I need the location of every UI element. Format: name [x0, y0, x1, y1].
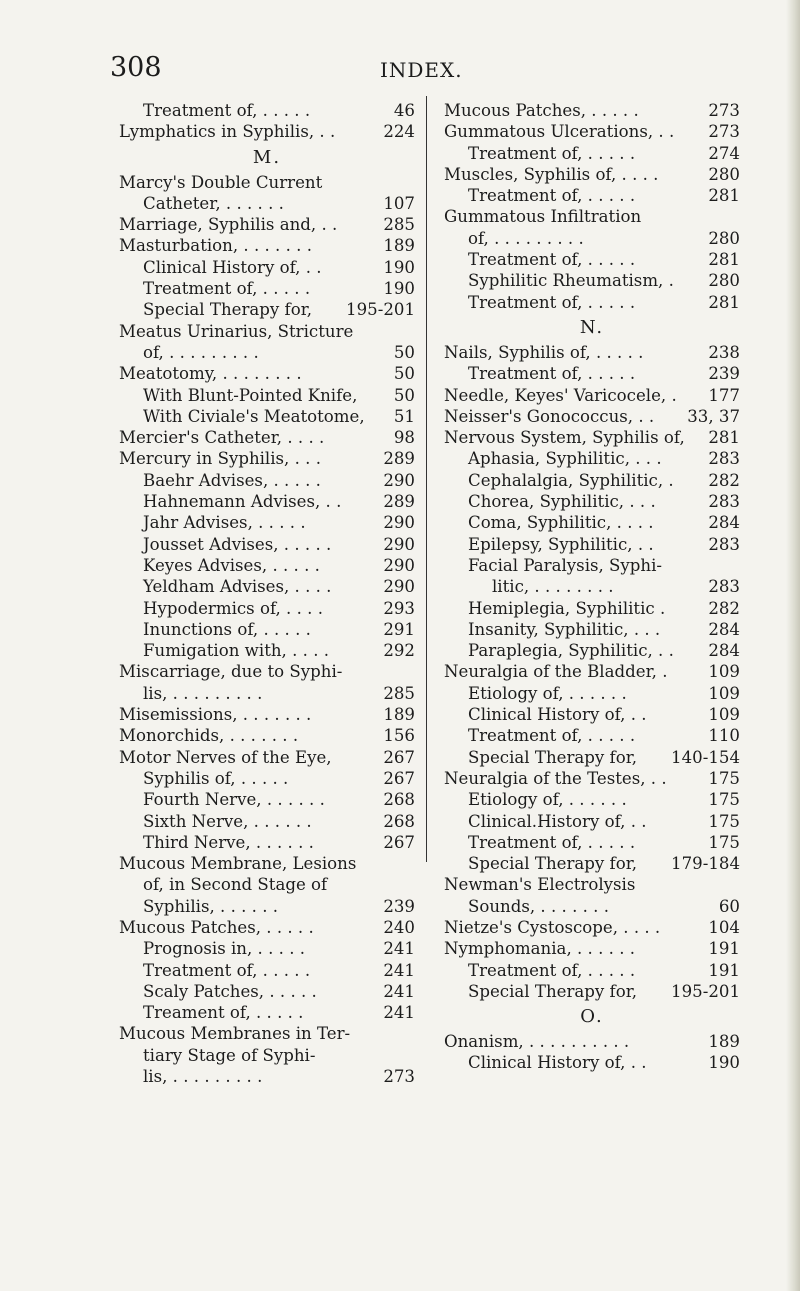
entry-term: Treatment of, . . . . .: [143, 101, 311, 120]
index-entry: [444, 938, 740, 959]
entry-term: Muscles, Syphilis of, . . . .: [444, 164, 659, 184]
entry-term: Hahnemann Advises, . .: [143, 492, 342, 512]
entry-page: 109: [708, 662, 740, 682]
index-entry: [444, 747, 740, 768]
entry-term: Paraplegia, Syphilitic, . .: [468, 641, 674, 661]
index-entry: [444, 896, 740, 917]
index-entry: [444, 363, 740, 384]
entry-term: Newman's Electrolysis: [444, 875, 636, 895]
entry-page: 107: [383, 193, 415, 213]
index-entry: [119, 214, 415, 235]
index-entry: [444, 270, 740, 291]
entry-page: 241: [383, 1003, 415, 1023]
entry-term: Epilepsy, Syphilitic, . .: [468, 534, 654, 554]
entry-page: 51: [393, 406, 415, 426]
index-entry: [119, 299, 415, 320]
entry-term: Meatus Urinarius, Stricture: [119, 321, 354, 341]
index-entry: [119, 832, 415, 853]
index-entry: [444, 534, 740, 555]
index-entry: [119, 193, 415, 214]
index-entry: [119, 725, 415, 746]
index-entry: [119, 683, 415, 704]
entry-page: 177: [708, 385, 740, 405]
entry-page: 33, 37: [687, 406, 740, 426]
entry-term: Coma, Syphilitic, . . . .: [468, 513, 654, 533]
entry-term: Treatment of, . . . . .: [468, 960, 636, 980]
entry-term: Hemiplegia, Syphilitic .: [468, 598, 666, 618]
entry-term: With Blunt-Pointed Knife,: [143, 385, 358, 405]
entry-page: 98: [393, 428, 415, 448]
entry-term: Special Therapy for,: [468, 981, 638, 1001]
index-entry: [444, 121, 740, 142]
index-entry: [444, 960, 740, 981]
index-entry: [444, 853, 740, 874]
index-entry: [119, 789, 415, 810]
index-entry: [119, 235, 415, 256]
entry-page: 281: [708, 428, 740, 448]
entry-term: Special Therapy for,: [143, 300, 313, 320]
entry-term: Gummatous Infiltration: [444, 207, 642, 227]
index-entry: [119, 661, 415, 682]
entry-term: Miscarriage, due to Syphi-: [119, 662, 343, 682]
index-entry: [119, 874, 415, 895]
index-entry: [119, 406, 415, 427]
entry-page: 283: [708, 577, 740, 597]
index-entry: [119, 1066, 415, 1087]
entry-page: 241: [383, 981, 415, 1001]
entry-term: Syphilis, . . . . . .: [143, 896, 279, 916]
entry-page: 284: [708, 513, 740, 533]
entry-term: Mucous Membranes in Ter-: [119, 1024, 351, 1044]
entry-page: 224: [383, 122, 415, 142]
entry-term: Treatment of, . . . . .: [143, 960, 311, 980]
entry-term: Prognosis in, . . . . .: [143, 939, 306, 959]
entry-term: of, . . . . . . . . .: [468, 228, 584, 248]
index-column-left: [119, 100, 415, 1087]
index-entry: [119, 363, 415, 384]
entry-term: Monorchids, . . . . . . .: [119, 726, 299, 746]
entry-term: lis, . . . . . . . . .: [143, 683, 263, 703]
entry-page: 290: [383, 555, 415, 575]
running-head: INDEX.: [380, 58, 463, 82]
entry-page: 282: [708, 470, 740, 490]
entry-page: 195-201: [346, 300, 415, 320]
entry-page: 281: [708, 250, 740, 270]
entry-page: 46: [393, 101, 415, 120]
entry-term: Jahr Advises, . . . . .: [143, 513, 306, 533]
entry-page: 280: [708, 271, 740, 291]
entry-term: Clinical History of, . .: [143, 257, 322, 277]
entry-term: of, in Second Stage of: [143, 875, 328, 895]
index-entry: [444, 206, 740, 227]
entry-term: Inunctions of, . . . . .: [143, 619, 311, 639]
index-entry: [444, 143, 740, 164]
index-entry: [444, 185, 740, 206]
entry-term: Neuralgia of the Bladder, .: [444, 662, 668, 682]
entry-page: 273: [383, 1067, 415, 1087]
entry-term: Nymphomania, . . . . . .: [444, 939, 636, 959]
entry-page: 241: [383, 939, 415, 959]
entry-page: 195-201: [671, 981, 740, 1001]
entry-page: 290: [383, 470, 415, 490]
index-entry: [119, 960, 415, 981]
index-entry: [119, 1002, 415, 1023]
index-entry: [119, 385, 415, 406]
entry-page: 50: [393, 342, 415, 362]
entry-page: 267: [383, 768, 415, 788]
entry-term: Clinical.History of, . .: [468, 811, 647, 831]
entry-page: 274: [708, 143, 740, 163]
index-entry: [119, 278, 415, 299]
entry-page: 291: [383, 619, 415, 639]
index-entry: [119, 100, 415, 121]
section-letter: M.: [252, 146, 282, 168]
entry-term: Hypodermics of, . . . .: [143, 598, 323, 618]
entry-page: 289: [383, 449, 415, 469]
entry-page: 109: [708, 705, 740, 725]
index-entry: [444, 789, 740, 810]
entry-term: Treatment of, . . . . .: [468, 364, 636, 384]
entry-term: Needle, Keyes' Varicocele, .: [444, 385, 677, 405]
entry-page: 281: [708, 186, 740, 206]
entry-page: 273: [708, 101, 740, 120]
entry-page: 179-184: [671, 854, 740, 874]
entry-page: 283: [708, 534, 740, 554]
index-entry: [119, 853, 415, 874]
index-entry: [119, 172, 415, 193]
entry-term: Clinical History of, . .: [468, 705, 647, 725]
entry-page: 60: [718, 896, 740, 916]
index-entry: [444, 342, 740, 363]
entry-term: Treatment of, . . . . .: [468, 832, 636, 852]
index-entry: [444, 917, 740, 938]
index-entry: [444, 832, 740, 853]
entry-page: 175: [708, 768, 740, 788]
entry-page: 284: [708, 641, 740, 661]
page-header: [110, 52, 740, 92]
entry-term: Mercier's Catheter, . . . .: [119, 428, 325, 448]
entry-page: 175: [708, 832, 740, 852]
entry-page: 281: [708, 292, 740, 312]
entry-term: Mucous Patches, . . . . .: [119, 917, 314, 937]
entry-term: Masturbation, . . . . . . .: [119, 236, 312, 256]
entry-term: Neisser's Gonococcus, . .: [444, 406, 655, 426]
index-entry: [119, 1023, 415, 1044]
entry-page: 50: [393, 385, 415, 405]
entry-term: litic, . . . . . . . .: [492, 577, 614, 597]
index-entry: [444, 768, 740, 789]
index-entry: [444, 448, 740, 469]
entry-page: 290: [383, 534, 415, 554]
index-entry: [119, 534, 415, 555]
index-entry: [444, 640, 740, 661]
entry-page: 190: [383, 257, 415, 277]
entry-term: Treatment of, . . . . .: [468, 186, 636, 206]
index-entry: [119, 811, 415, 832]
entry-page: 268: [383, 811, 415, 831]
entry-term: Mercury in Syphilis, . . .: [119, 449, 321, 469]
entry-term: Jousset Advises, . . . . .: [143, 534, 332, 554]
page-number: 308: [110, 52, 162, 83]
column-divider: [426, 96, 427, 862]
entry-page: 241: [383, 960, 415, 980]
entry-page: 289: [383, 492, 415, 512]
index-entry: [444, 385, 740, 406]
entry-term: Etiology of, . . . . . .: [468, 790, 627, 810]
entry-page: 190: [383, 279, 415, 299]
entry-page: 267: [383, 832, 415, 852]
entry-term: lis, . . . . . . . . .: [143, 1067, 263, 1087]
entry-term: Third Nerve, . . . . . .: [143, 832, 314, 852]
index-entry: [119, 448, 415, 469]
entry-page: 283: [708, 492, 740, 512]
index-entry: [444, 725, 740, 746]
entry-page: 290: [383, 577, 415, 597]
entry-term: Treatment of, . . . . .: [468, 250, 636, 270]
index-entry: [119, 619, 415, 640]
index-entry: [119, 1045, 415, 1066]
entry-page: 239: [383, 896, 415, 916]
index-entry: [119, 491, 415, 512]
entry-term: Onanism, . . . . . . . . . .: [444, 1032, 630, 1052]
entry-page: 191: [708, 939, 740, 959]
entry-term: of, . . . . . . . . .: [143, 342, 259, 362]
entry-page: 240: [383, 917, 415, 937]
index-entry: [119, 321, 415, 342]
index-entry: [444, 292, 740, 313]
entry-page: 285: [383, 215, 415, 235]
index-entry: [119, 555, 415, 576]
entry-page: 110: [708, 726, 740, 746]
entry-term: Sixth Nerve, . . . . . .: [143, 811, 312, 831]
entry-page: 267: [383, 747, 415, 767]
index-entry: [119, 704, 415, 725]
index-entry: [119, 257, 415, 278]
index-entry: [444, 406, 740, 427]
index-entry: [119, 981, 415, 1002]
entry-page: 189: [708, 1032, 740, 1052]
section-letter: N.: [579, 316, 605, 338]
entry-term: Mucous Membrane, Lesions: [119, 854, 357, 874]
index-entry: [444, 683, 740, 704]
entry-term: Meatotomy, . . . . . . . .: [119, 364, 302, 384]
entry-term: Marcy's Double Current: [119, 172, 323, 192]
index-entry: [119, 598, 415, 619]
index-entry: [119, 576, 415, 597]
index-entry: [444, 1031, 740, 1052]
index-entry: [444, 811, 740, 832]
entry-page: 280: [708, 164, 740, 184]
entry-page: 175: [708, 790, 740, 810]
entry-page: 189: [383, 236, 415, 256]
entry-term: Etiology of, . . . . . .: [468, 683, 627, 703]
page-edge-shadow: [786, 0, 800, 1291]
index-entry: [119, 896, 415, 917]
entry-page: 238: [708, 342, 740, 362]
entry-term: Treament of, . . . . .: [143, 1003, 304, 1023]
entry-term: Gummatous Ulcerations, . .: [444, 122, 675, 142]
entry-page: 189: [383, 705, 415, 725]
entry-term: Lymphatics in Syphilis, . .: [119, 122, 336, 142]
index-entry: [119, 342, 415, 363]
entry-term: Treatment of, . . . . .: [468, 143, 636, 163]
entry-term: Facial Paralysis, Syphi-: [468, 555, 663, 575]
entry-term: Cephalalgia, Syphilitic, .: [468, 470, 674, 490]
entry-term: Treatment of, . . . . .: [468, 726, 636, 746]
entry-term: Clinical History of, . .: [468, 1053, 647, 1073]
index-entry: [444, 619, 740, 640]
entry-term: Scaly Patches, . . . . .: [143, 981, 317, 1001]
index-entry: [444, 1052, 740, 1073]
index-entry: [119, 938, 415, 959]
entry-term: Fumigation with, . . . .: [143, 641, 330, 661]
entry-page: 284: [708, 619, 740, 639]
entry-page: 109: [708, 683, 740, 703]
entry-term: Motor Nerves of the Eye,: [119, 747, 332, 767]
index-entry: [444, 427, 740, 448]
index-entry: [444, 598, 740, 619]
entry-page: 283: [708, 449, 740, 469]
index-entry: [119, 768, 415, 789]
entry-term: Nervous System, Syphilis of,: [444, 428, 685, 448]
entry-term: With Civiale's Meatotome,: [143, 406, 365, 426]
entry-term: Treatment of, . . . . .: [143, 279, 311, 299]
entry-page: 50: [393, 364, 415, 384]
entry-term: Syphilis of, . . . . .: [143, 768, 289, 788]
entry-term: Baehr Advises, . . . . .: [143, 470, 321, 490]
index-column-right: [444, 100, 740, 1074]
entry-page: 268: [383, 790, 415, 810]
entry-term: Chorea, Syphilitic, . . .: [468, 492, 656, 512]
index-entry: [444, 100, 740, 121]
entry-term: Misemissions, . . . . . . .: [119, 705, 312, 725]
index-entry: [444, 164, 740, 185]
entry-term: Keyes Advises, . . . . .: [143, 555, 320, 575]
entry-term: Treatment of, . . . . .: [468, 292, 636, 312]
entry-term: Neuralgia of the Testes, . .: [444, 768, 667, 788]
entry-term: Marriage, Syphilis and, . .: [119, 215, 338, 235]
entry-page: 293: [383, 598, 415, 618]
entry-page: 290: [383, 513, 415, 533]
index-entry: [444, 228, 740, 249]
index-entry: [444, 981, 740, 1002]
entry-term: Yeldham Advises, . . . .: [143, 577, 332, 597]
entry-page: 285: [383, 683, 415, 703]
index-entry: [444, 249, 740, 270]
entry-term: Special Therapy for,: [468, 747, 638, 767]
entry-page: 292: [383, 641, 415, 661]
entry-term: Mucous Patches, . . . . .: [444, 101, 639, 120]
index-entry: [444, 470, 740, 491]
index-entry: [444, 491, 740, 512]
index-entry: [444, 512, 740, 533]
entry-page: 280: [708, 228, 740, 248]
index-entry: [119, 427, 415, 448]
entry-page: 239: [708, 364, 740, 384]
index-entry: [444, 555, 740, 576]
entry-term: Sounds, . . . . . . .: [468, 896, 609, 916]
entry-term: Nietze's Cystoscope, . . . .: [444, 917, 661, 937]
entry-page: 140-154: [671, 747, 740, 767]
entry-term: Insanity, Syphilitic, . . .: [468, 619, 661, 639]
entry-term: Nails, Syphilis of, . . . . .: [444, 342, 644, 362]
entry-page: 156: [383, 726, 415, 746]
index-entry: [119, 512, 415, 533]
entry-page: 282: [708, 598, 740, 618]
index-entry: [119, 917, 415, 938]
entry-page: 273: [708, 122, 740, 142]
entry-page: 190: [708, 1053, 740, 1073]
entry-page: 175: [708, 811, 740, 831]
index-entry: [444, 661, 740, 682]
entry-term: Fourth Nerve, . . . . . .: [143, 790, 325, 810]
index-entry: [444, 874, 740, 895]
entry-term: Syphilitic Rheumatism, .: [468, 271, 674, 291]
index-entry: [119, 470, 415, 491]
index-entry: [119, 121, 415, 142]
entry-term: Catheter, . . . . . .: [143, 193, 284, 213]
entry-term: Special Therapy for,: [468, 854, 638, 874]
entry-term: tiary Stage of Syphi-: [143, 1045, 316, 1065]
section-letter: O.: [580, 1006, 604, 1028]
index-entry: [119, 747, 415, 768]
entry-page: 104: [708, 917, 740, 937]
entry-term: Aphasia, Syphilitic, . . .: [468, 449, 662, 469]
index-entry: [444, 704, 740, 725]
index-entry: [119, 640, 415, 661]
entry-page: 191: [708, 960, 740, 980]
index-entry: [444, 576, 740, 597]
